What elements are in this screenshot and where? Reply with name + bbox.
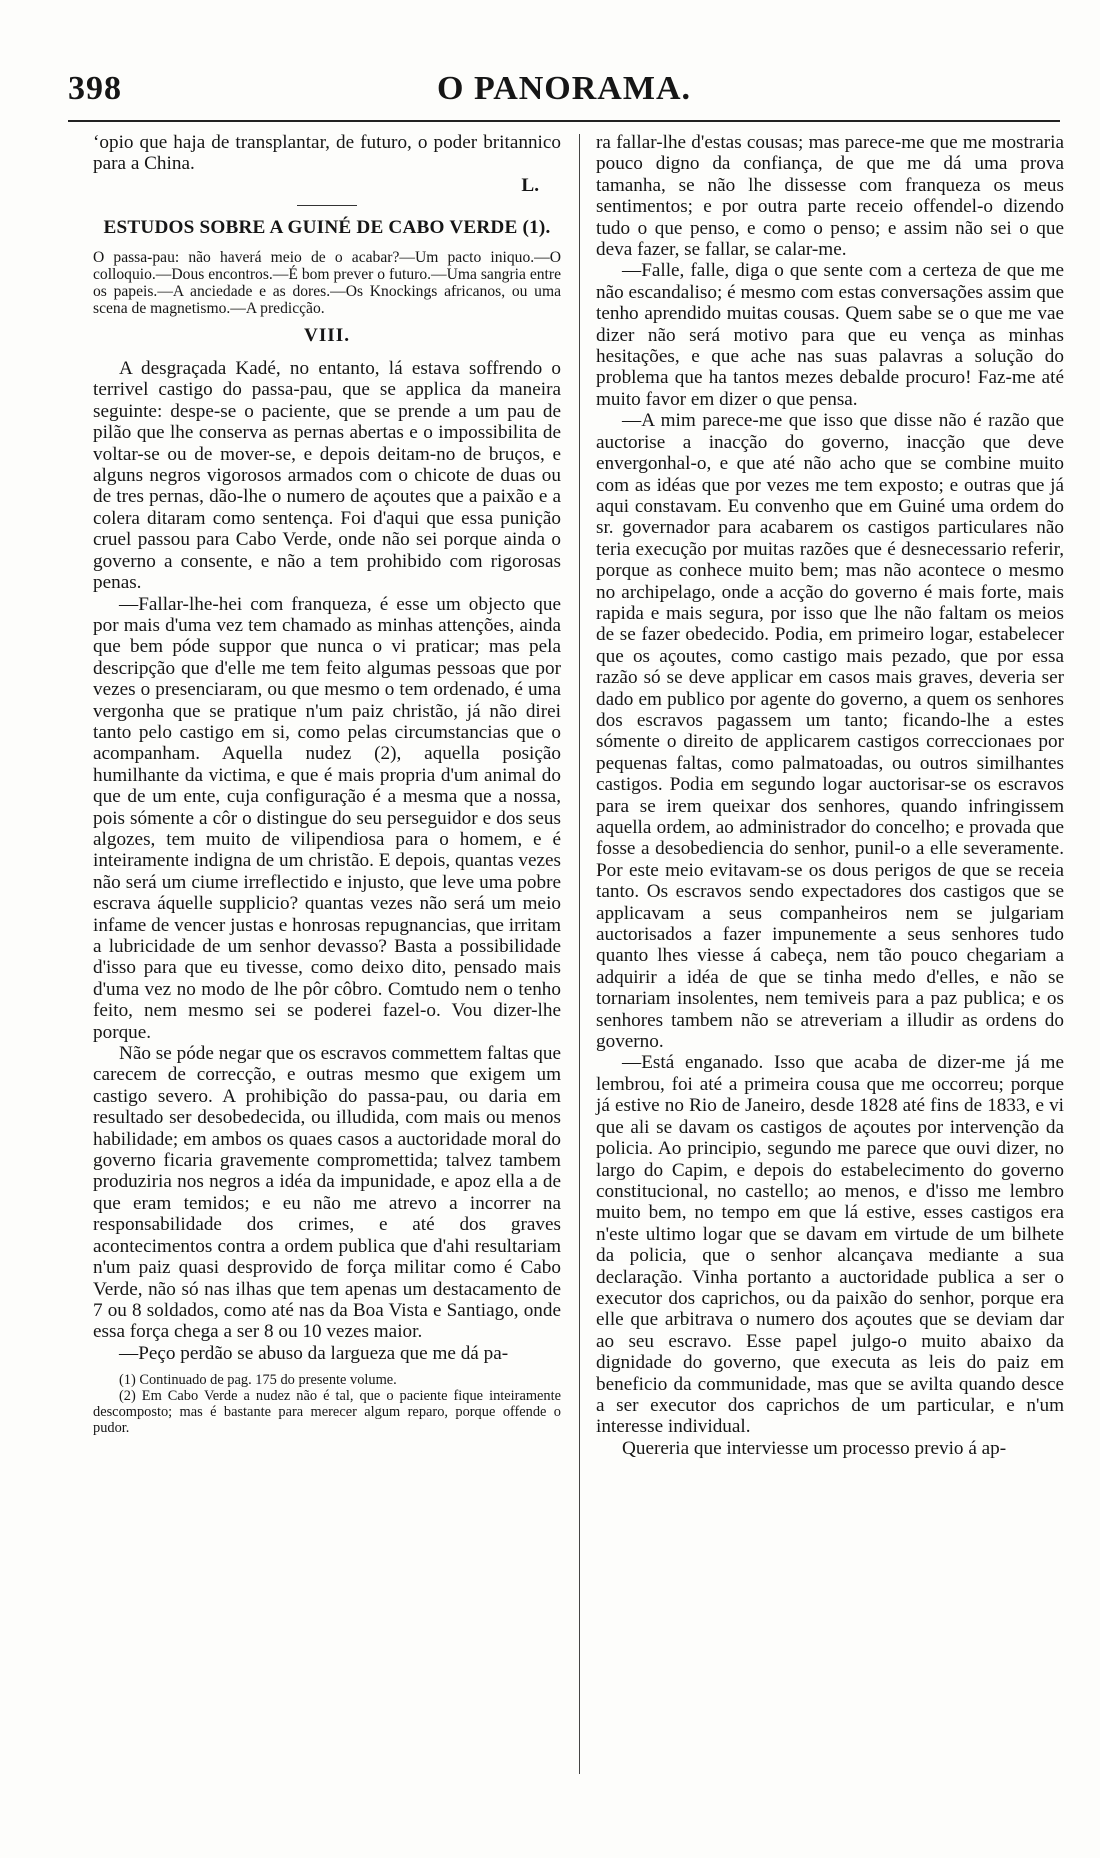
footnote-2: (2) Em Cabo Verde a nudez não é tal, que o paciente fique inteiramente descomposto; mas é bastante para merecer algum reparo, porque offende o pudor. bbox=[93, 1388, 561, 1437]
left-column bbox=[93, 132, 561, 1436]
left-paragraph-3: Não se póde negar que os escravos commettem faltas que carecem de correcção, e outras mesmo que exigem um castigo severo. A prohibição do passa-pau, ou daria em resultado ser desobedecida, ou illudida, com mais ou menos habilidade; em ambos os quaes casos a auctoridade moral do governo ficaria gravemente compromettida; talvez tambem produziria nos negros a idéa da impunidade, e apoz ella a de que eram temidos; e eu não me atrevo a incorrer na responsabilidade dos crimes, e até dos graves acontecimentos contra a ordem publica que d'ahi resultariam n'um paiz quasi desprovido de força militar como é Cabo Verde, não só nas ilhas que tem apenas um destacamento de 7 ou 8 soldados, como até nas da Boa Vista e Santiago, onde essa força chega a ser 8 ou 10 vezes maior. bbox=[93, 1043, 561, 1343]
page-header bbox=[68, 70, 1060, 122]
right-paragraph-5: Quereria que interviesse um processo previo á ap- bbox=[622, 1437, 1007, 1459]
left-paragraph-4: —Peço perdão se abuso da largueza que me dá pa- bbox=[119, 1342, 509, 1364]
right-column bbox=[596, 132, 1064, 1459]
left-paragraph-1: A desgraçada Kadé, no entanto, lá estava soffrendo o terrivel castigo do passa-pau, que se applica da maneira seguinte: despe-se o paciente, que se prende a um pau de pilão que lhe conserva as pernas abertas e o impossibilita de voltar-se ou de mover-se, e depois deitam-no de bruços, e alguns negros vigorosos armados com o chicote de duas ou de tres pernas, dão-lhe o numero de açoutes que a paixão e a colera ditaram como sentença. Foi d'aqui que essa punição cruel passou para Cabo Verde, onde não sei porque ainda o governo a consente, e não a tem prohibido com rigorosas penas. bbox=[93, 358, 561, 594]
right-paragraph-4: —Está enganado. Isso que acaba de dizer-me já me lembrou, foi até a primeira cousa que me occorreu; porque já estive no Rio de Janeiro, desde 1828 até fins de 1833, e vi que ali se davam os castigos de açoutes por intervenção da policia. Ao principio, segundo me parece que ouvi dizer, no largo do Capim, e depois do estabelecimento do governo constitucional, no castello; ao menos, e d'isso me lembro muito bem, no tempo em que lá estive, esses castigos era n'este ultimo logar que se davam em virtude de um bilhete da policia, que o senhor alcançava mediante a sua declaração. Vinha portanto a auctoridade publica a ser o executor dos caprichos, ou da paixão do senhor, porque era elle que arbitrava o numero dos açoutes que se deviam dar ao seu escravo. Esse papel julgo-o muito abaixo da dignidade do governo, que executa as leis do paiz em beneficio da communidade, mas que se avilta quando desce a ser executor dos caprichos de um particular, e n'um interesse individual. bbox=[596, 1052, 1064, 1438]
article-title: ESTUDOS SOBRE A GUINÉ DE CABO VERDE (1). bbox=[103, 217, 551, 239]
footnote-separator bbox=[93, 1364, 561, 1368]
right-paragraph-1: ra fallar-lhe d'estas cousas; mas parece-me que me mostraria pouco digno da confiança, de que me dá uma prova tamanha, se não lhe dissesse com franqueza os meus sentimentos; e por outra parte receio offendel-o dizendo tudo o que penso, e como o penso; e assim não sei o que deva fazer, se fallar, se calar-me. bbox=[596, 132, 1064, 261]
footnote-1: (1) Continuado de pag. 175 do presente volume. bbox=[119, 1372, 397, 1389]
header-rule bbox=[68, 120, 1060, 122]
chapter-number: VIII. bbox=[303, 324, 351, 346]
section-divider bbox=[297, 205, 357, 206]
column-divider bbox=[579, 134, 580, 1774]
journal-title: O PANORAMA. bbox=[437, 70, 691, 107]
footnotes bbox=[93, 1372, 561, 1436]
right-paragraph-2: —Falle, falle, diga o que sente com a certeza de que me não escandaliso; é mesmo com estas conversações assim que tenho aprendido muitas cousas. Quem sabe se o que me vae dizer não será motivo para que eu vença as minhas hesitações, e que ache nas suas palavras a solução do problema que ha tantos mezes debalde procuro! Faz-me até muito favor em dizer o que pensa. bbox=[596, 260, 1064, 410]
article-signature: L. bbox=[521, 174, 539, 196]
left-paragraph-2: —Fallar-lhe-hei com franqueza, é esse um objecto que por mais d'uma vez tem chamado as minhas attenções, ainda que bem póde suppor que nunca o vi praticar; mas pela descripção que d'elle me tem feito algumas pessoas que por vezes o presenciaram, ou que mesmo o tem ordenado, é uma vergonha que se pratique n'um paiz christão, já não direi tanto pelo castigo em si, como pelas circumstancias que o acompanham. Aquella nudez (2), aquella posição humilhante da victima, e que é mais propria d'um animal do que de um ente, cuja configuração é a mesma que a nossa, pois sómente a côr o distingue do seu perseguidor e dos seus algozes, tem muito de vilipendiosa para o homem, e é inteiramente indigna de um christão. E depois, quantas vezes não será um ciume irreflectido e injusto, que leve uma pobre escrava áquelle supplicio? quantas vezes não será um meio infame de vencer justas e honrosas repugnancias, que irritam a lubricidade de um senhor devasso? Basta a possibilidade d'isso para que eu tivesse, como deixo dito, pensado mais d'uma vez no modo de lhe pôr côbro. Comtudo nem o tenho feito, nem mesmo sei se poderei fazel-o. Vou dizer-lhe porque. bbox=[93, 593, 561, 1043]
article-summary: O passa-pau: não haverá meio de o acabar?—Um pacto iniquo.—O colloquio.—Dous encontros.—É bom prever o futuro.—Uma sangria entre os papeis.—A anciedade e as dores.—Os Knockings africanos, ou uma scena de magnetismo.—A predicção. bbox=[93, 248, 561, 317]
right-paragraph-3: —A mim parece-me que isso que disse não é razão que auctorise a inacção do governo, inacção que deve envergonhal-o, e que até não acho que se combine muito com as idéas que por vezes me tem exposto; e outras que já aqui constavam. Eu convenho que em Guiné uma ordem do sr. governador para acabarem os castigos particulares não teria execução por muitas razões que é desnecessario referir, porque as conhece muito bem; mas não acontece o mesmo no archipelago, onde a acção do governo é mais forte, mais rapida e mais segura, por isso que lhe não faltam os meios de se fazer obedecido. Podia, em primeiro logar, estabelecer que os açoutes, como castigo mais pezado, que por essa razão só se deve applicar em casos mais graves, deveria ser dado em publico por agente do governo, a quem os senhores dos escravos pagassem um tanto; ficando-lhe a estes sómente o direito de applicarem castigos correccionaes por pequenas faltas, como palmatoadas, ou outros similhantes castigos. Podia em segundo logar auctorisar-se os escravos para se irem queixar dos senhores, quando infringissem aquella ordem, ao administrador do concelho; e provada que fosse a desobediencia do senhor, punil-o a elle severamente. Por este meio evitavam-se os dous perigos de que se receia tanto. Os escravos sendo expectadores dos castigos que se applicavam a seus companheiros nem se julgariam auctorisados a fazer impunemente a seus senhores tudo quanto lhes viesse á cabeça, nem tão pouco chegariam a adquirir a idéa de que se tinha medo d'elles, e não se tornariam insolentes, nem temiveis para a paz publica; e os senhores tambem não se atreveriam a illudir as ordens do governo. bbox=[596, 410, 1064, 1053]
page-number: 398 bbox=[68, 70, 122, 107]
continuation-text: ʻopio que haja de transplantar, de futuro, o poder britannico para a China. bbox=[93, 132, 561, 175]
